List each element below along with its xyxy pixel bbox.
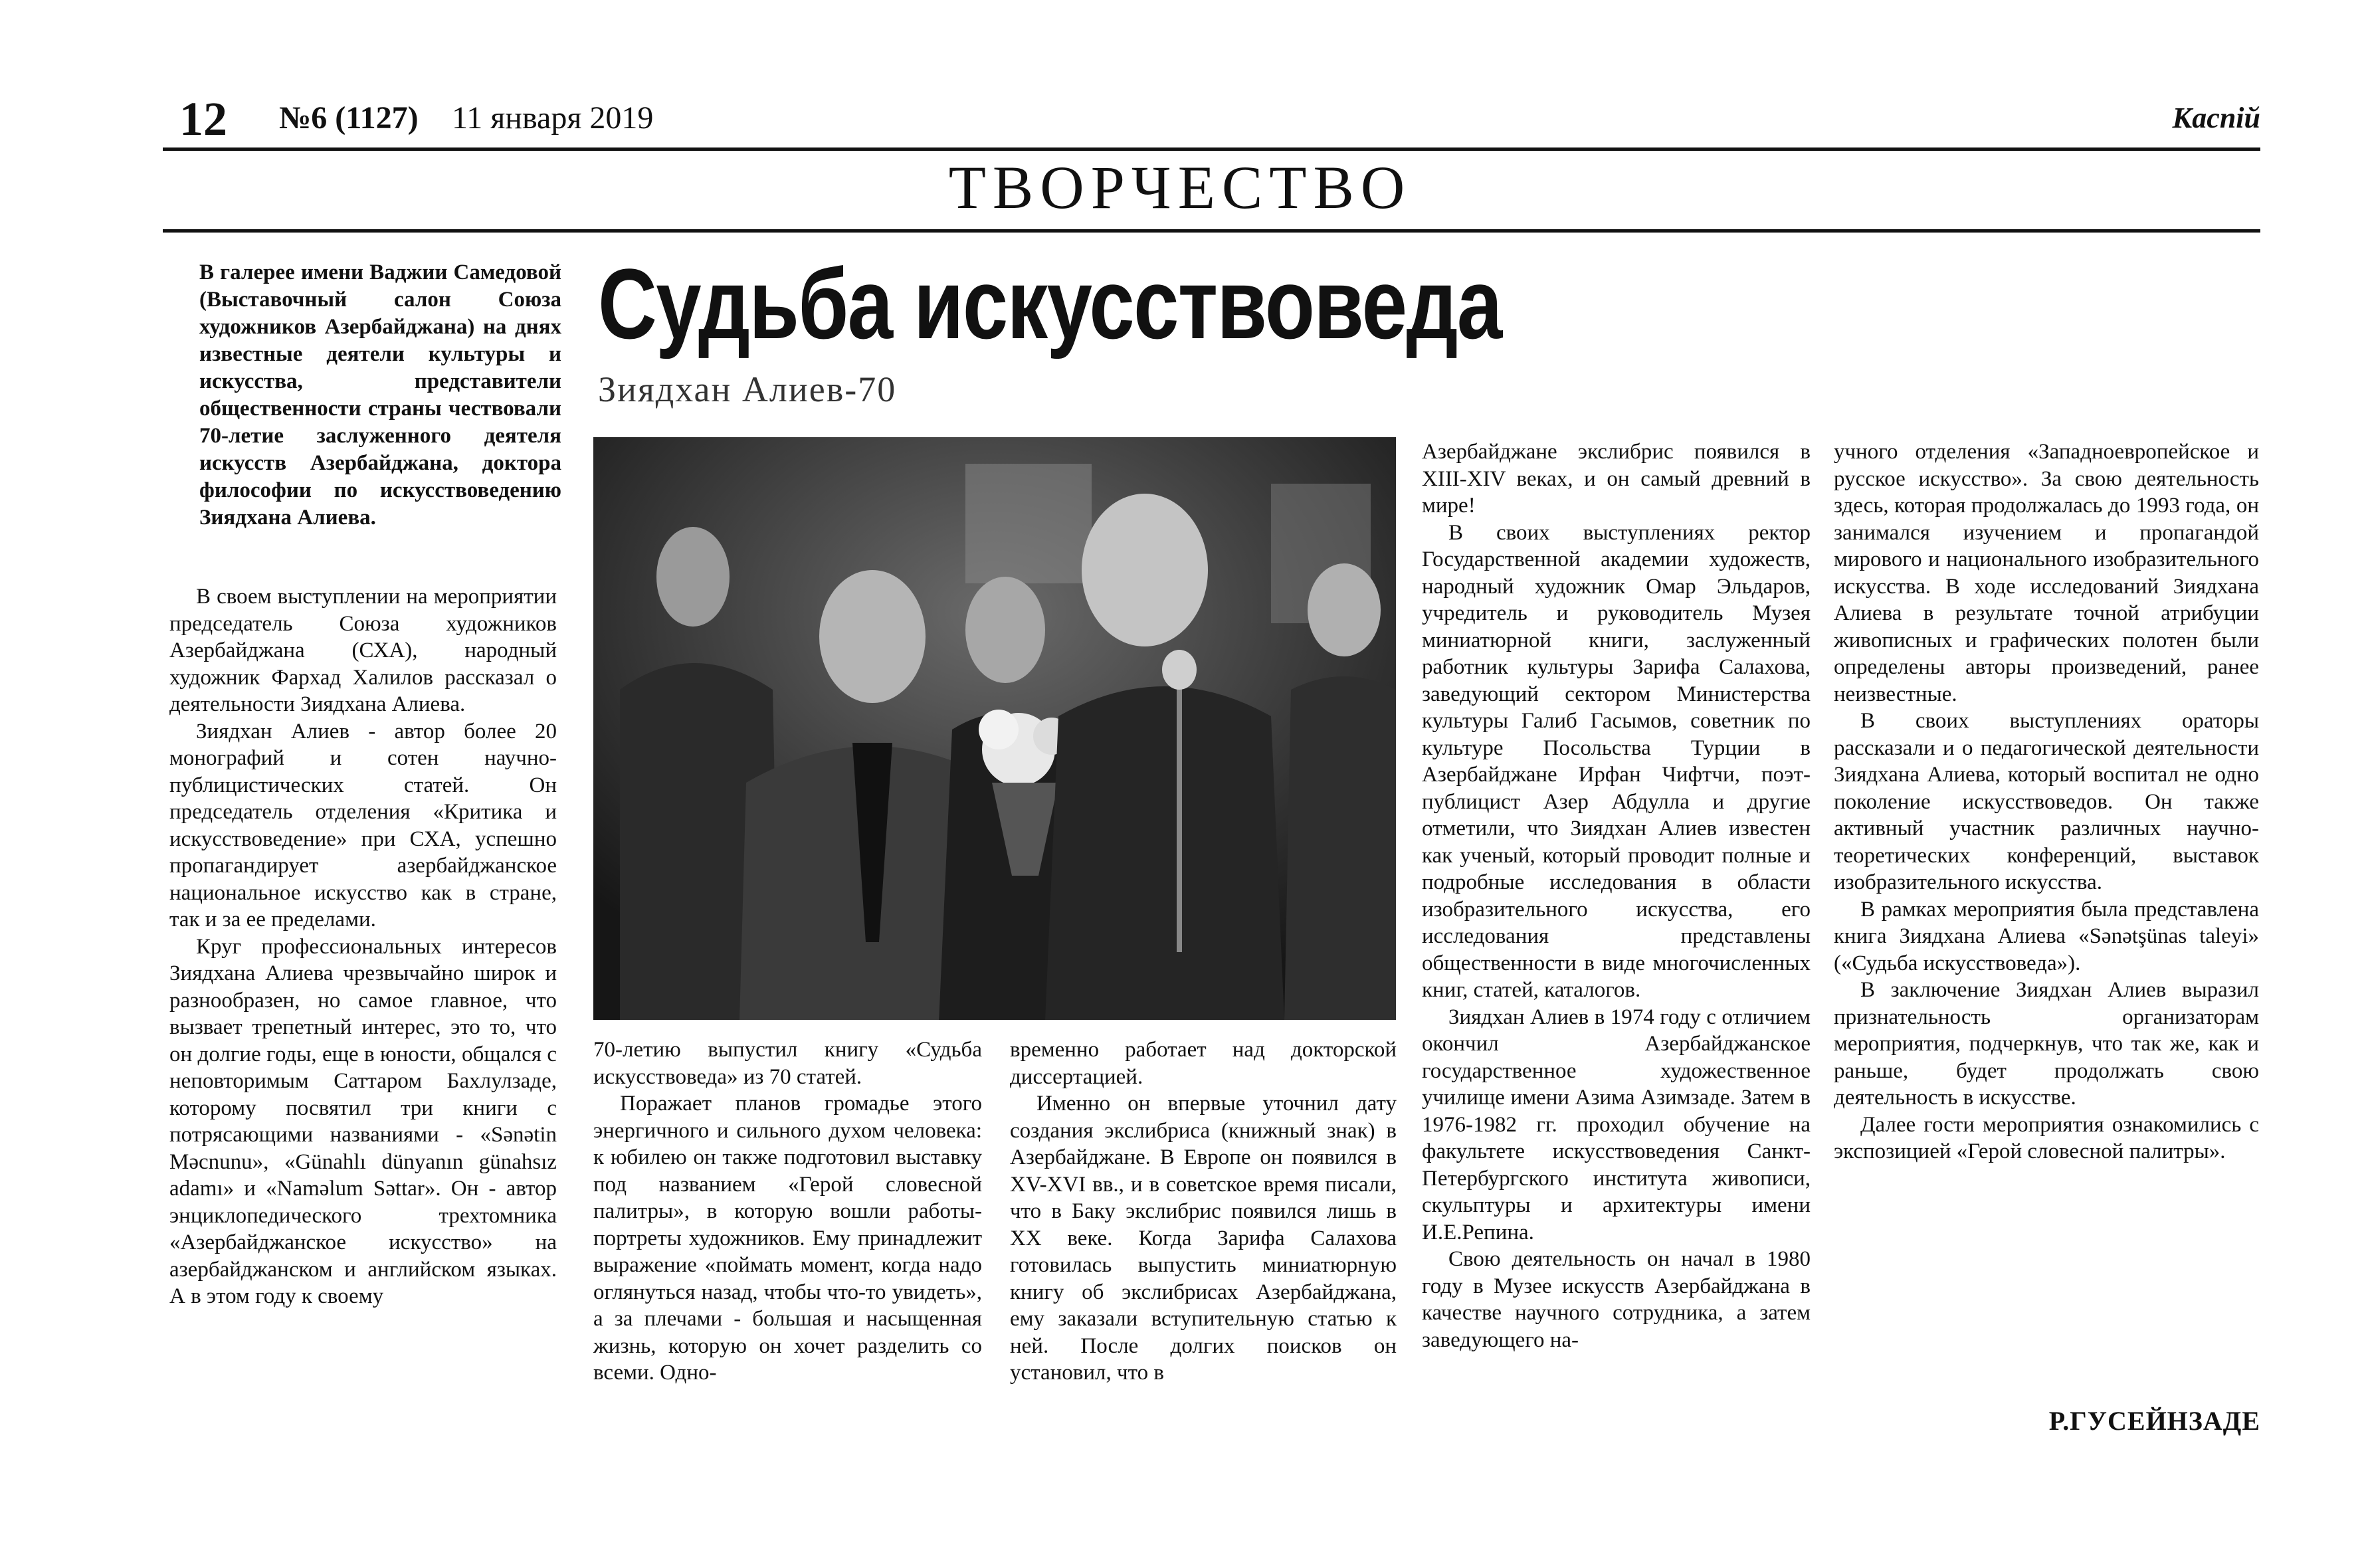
article-lead: В галерее имени Ваджии Самедовой (Выставочный салон Союза художников Азербайджана) на днях известные деятели культуры и искусства, представители общественности страны чествовали 70-летие заслуженного деятеля искусств Азербайджана, доктора философии по искусствоведению Зиядхана Алиева. bbox=[199, 260, 561, 530]
paragraph: временно работает над докторской диссертацией. bbox=[1010, 1038, 1397, 1089]
issue-number: №6 (1127) bbox=[279, 100, 419, 136]
paragraph: Свою деятельность он начал в 1980 году в Музее искусств Азербайджана в качестве научного сотрудника, а затем заведующего на- bbox=[1422, 1247, 1811, 1352]
section-title: ТВОРЧЕСТВО bbox=[948, 153, 1412, 221]
paragraph: В своих выступлениях ораторы рассказали и о педагогической деятельности Зиядхана Алиева, который воспитал не одно поколение искусствоведов. Он также активный участник различных научно-теоретических конференций, выставок изобразительного искусства. bbox=[1834, 709, 2259, 894]
issue-date: 11 января 2019 bbox=[452, 100, 654, 136]
paragraph: Азербайджане экслибрис появился в XIII-XIV веках, и он самый древний в мире! bbox=[1422, 440, 1811, 518]
header-rule bbox=[163, 147, 2260, 151]
paragraph: В заключение Зиядхан Алиев выразил признательность организаторам мероприятия, подчеркнув, что так же, как и раньше, будет продолжать свою деятельность в искусстве. bbox=[1834, 978, 2259, 1110]
paragraph: Далее гости мероприятия ознакомились с экспозицией «Герой словесной палитры». bbox=[1834, 1112, 2259, 1163]
column-5 bbox=[1834, 439, 2259, 1165]
photo-illustration bbox=[593, 437, 1396, 1020]
paragraph: Зиядхан Алиев в 1974 году с отличием окончил Азербайджанское государственное художественное училище имени Азима Азимзаде. Затем в 1976-1982 гг. проходил обучение на факультете искусствоведения Санкт-Петербургского института живописи, скульптуры и архитектуры имени И.Е.Репина. bbox=[1422, 1005, 1811, 1244]
column-3 bbox=[1010, 1036, 1397, 1387]
paragraph: учного отделения «Западноевропейское и русское искусство». За свою деятельность здесь, которая продолжалась до 1993 года, он занимался изучением и пропагандой мирового и национального изобразительного искусства. В ходе исследований Зиядхана Алиева в результате точной атрибуции живописных и графических полотен были определены авторы произведений, ранее неизвестные. bbox=[1834, 440, 2259, 706]
column-1 bbox=[169, 583, 557, 1310]
page-number: 12 bbox=[179, 92, 227, 146]
article-subheadline: Зиядхан Алиев-70 bbox=[598, 369, 897, 409]
paragraph: Именно он впервые уточнил дату создания экслибриса (книжный знак) в Азербайджане. В Европе он появился в XV-XVI вв., и в советское время писали, что в Баку экслибрис появился лишь в XX веке. Когда Зарифа Салахова готовилась выпустить миниатюрную книгу об экслибрисах Азербайджана, ему заказали вступительную статью к ней. После долгих поисков он установил, что в bbox=[1010, 1092, 1397, 1385]
paragraph: Круг профессиональных интересов Зиядхана Алиева чрезвычайно широк и разнообразен, но самое главное, что вызвает трепетный интерес, это то, что он долгие годы, еще в юности, общался с неповторимым Саттаром Бахлулзаде, которому посвятил три книги с потрясающими названиями - «Sənətin Məcnunu», «Günahlı dünyanın günahsız adamı» и «Naməlum Səttar». Он - автор энциклопедического трехтомника «Азербайджанское искусство» на азербайджанском и английском языках. А в этом году к своему bbox=[169, 934, 557, 1308]
newspaper-name: Каспiй bbox=[2172, 102, 2260, 134]
article-byline: Р.ГУСЕЙНЗАДЕ bbox=[2048, 1406, 2260, 1436]
paragraph: Поражает планов громадье этого энергичного и сильного духом человека: к юбилею он также подготовил выставку под названием «Герой словесной палитры», в которую вошли работы-портреты художников. Ему принадлежит выражение «поймать момент, когда надо оглянуться назад, чтобы что-то увидеть», а за плечами - большая и насыщенная жизнь, которую он хочет разделить со всеми. Одно- bbox=[593, 1092, 982, 1385]
paragraph: В своих выступлениях ректор Государственной академии художеств, народный художник Омар Эльдаров, учредитель и руководитель Музея миниатюрной книги, заслуженный работник культуры Зарифа Салахова, заведующий сектором Министерства культуры Галиб Гасымов, советник по культуре Посольства Турции в Азербайджане Ирфан Чифтчи, поэт-публицист Азер Абдулла и другие отметили, что Зиядхан Алиев известен как ученый, который проводит полные и подробные исследования в области изобразительного искусства, его исследования представлены общественности в виде многочисленных книг, статей, каталогов. bbox=[1422, 520, 1811, 1002]
paragraph: Зиядхан Алиев - автор более 20 монографий и сотен научно-публицистических статей. Он председатель отделения «Критика и искусствоведение» при СХА, успешно пропагандирует азербайджанское национальное искусство как в стране, так и за ее пределами. bbox=[169, 719, 557, 931]
column-4 bbox=[1422, 439, 1811, 1353]
column-2 bbox=[593, 1036, 982, 1387]
article-photo bbox=[593, 437, 1396, 1020]
paragraph: В рамках мероприятия была представлена книга Зиядхана Алиева «Sənətşünas taleyi» («Судьба искусствоведа»). bbox=[1834, 897, 2259, 975]
paragraph: В своем выступлении на мероприятии председатель Союза художников Азербайджана (СХА), народный художник Фархад Халилов рассказал о деятельности Зиядхана Алиева. bbox=[169, 585, 557, 716]
article-headline: Судьба искусствоведа bbox=[598, 248, 1502, 359]
section-rule bbox=[163, 229, 2260, 233]
paragraph: 70-летию выпустил книгу «Судьба искусствоведа» из 70 статей. bbox=[593, 1038, 982, 1089]
